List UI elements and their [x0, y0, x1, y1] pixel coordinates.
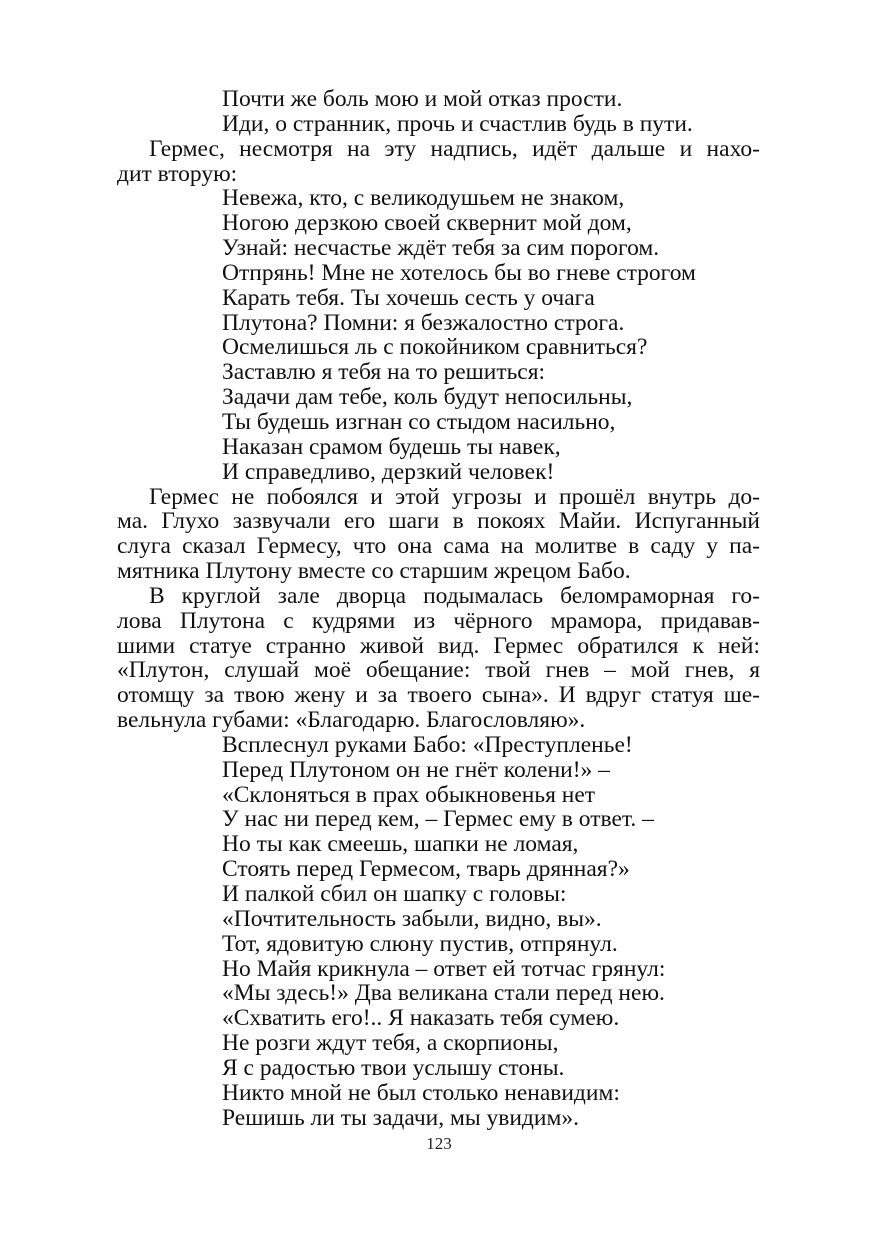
verse-line: Я с радостью твои услышу стоны.: [222, 1054, 565, 1081]
page-text: [117, 87, 760, 1130]
verse-line: Почти же боль мою и мой отказ прости.: [222, 86, 623, 112]
verse-line: Невежа, кто, с великодушьем не знаком,: [222, 185, 625, 212]
verse-line: Узнай: несчастье ждёт тебя за сим порогом.: [222, 235, 660, 262]
verse-line: Заставлю я тебя на то решиться:: [222, 359, 546, 386]
verse-line: Плутона? Помни: я безжалостно строга.: [222, 309, 625, 336]
verse-line: «Мы здесь!» Два великана стали перед нею.: [222, 980, 665, 1007]
verse-stanza: [117, 186, 760, 484]
verse-line: Наказан срамом будешь ты навек,: [222, 433, 561, 460]
verse-line: Всплеснул руками Бабо: «Преступленье!: [222, 731, 633, 758]
paragraph-line: ма. Глухо зазвучали его шаги в покоях Майи. Испуганный: [117, 508, 760, 535]
paragraph-line: отомщу за твою жену и за твоего сына». И вдруг статуя ше-: [117, 682, 760, 709]
verse-line: Но Майя крикнула – ответ ей тотчас грянул:: [222, 955, 666, 982]
verse-line: Стоять перед Гермесом, тварь дрянная?»: [222, 856, 630, 883]
page-number: 123: [426, 1134, 452, 1153]
paragraph-line: Гермес не побоялся и этой угрозы и прошёл внутрь до-: [149, 483, 760, 510]
verse-line: Но ты как смеешь, шапки не ломая,: [222, 831, 579, 858]
paragraph-line: мятника Плутону вместе со старшим жрецом Бабо.: [117, 558, 631, 585]
paragraph-line: «Плутон, слушай моё обещание: твой гнев – мой гнев, я: [117, 657, 760, 684]
prose-paragraph: [117, 584, 760, 733]
verse-line: Ногою дерзкою своей сквернит мой дом,: [222, 210, 632, 237]
verse-line: И справедливо, дерзкий человек!: [222, 458, 555, 485]
paragraph-line: В круглой зале дворца подымалась беломраморная го-: [149, 582, 760, 609]
verse-line: «Склоняться в прах обыкновенья нет: [222, 781, 596, 808]
verse-line: «Схватить его!.. Я наказать тебя сумею.: [222, 1005, 620, 1032]
verse-line: Не розги ждут тебя, а скорпионы,: [222, 1030, 559, 1057]
verse-stanza: [117, 87, 760, 137]
verse-line: Иди, о странник, прочь и счастлив будь в пути.: [222, 110, 693, 137]
paragraph-line: шими статуе странно живой вид. Гермес обратился к ней:: [117, 632, 760, 659]
prose-paragraph: [117, 137, 760, 187]
verse-line: Решишь ли ты задачи, мы увидим».: [222, 1104, 579, 1131]
paragraph-line: слуга сказал Гермесу, что она сама на молитве в саду у па-: [117, 533, 760, 560]
paragraph-line: лова Плутона с кудрями из чёрного мрамора, придавав-: [117, 607, 760, 634]
verse-line: Отпрянь! Мне не хотелось бы во гневе строгом: [222, 259, 696, 286]
verse-line: Тот, ядовитую слюну пустив, отпрянул.: [222, 930, 618, 957]
prose-paragraph: [117, 485, 760, 584]
verse-line: Ты будешь изгнан со стыдом насильно,: [222, 408, 616, 435]
verse-line: Перед Плутоном он не гнёт колени!» –: [222, 756, 610, 783]
verse-line: Никто мной не был столько ненавидим:: [222, 1079, 620, 1106]
verse-line: Задачи дам тебе, коль будут непосильны,: [222, 384, 633, 411]
verse-line: Осмелишься ль с покойником сравниться?: [222, 334, 648, 361]
paragraph-line: Гермес, несмотря на эту надпись, идёт дальше и нахо-: [149, 135, 760, 162]
verse-line: И палкой сбил он шапку с головы:: [222, 881, 567, 907]
verse-line: «Почтительность забыли, видно, вы».: [222, 905, 602, 932]
paragraph-line: дит вторую:: [117, 160, 238, 187]
verse-line: Карать тебя. Ты хочешь сесть у очага: [222, 284, 595, 311]
paragraph-line: вельнула губами: «Благодарю. Благословляю».: [117, 707, 586, 734]
verse-line: У нас ни перед кем, – Гермес ему в ответ. –: [222, 806, 654, 833]
verse-stanza: [117, 733, 760, 1131]
